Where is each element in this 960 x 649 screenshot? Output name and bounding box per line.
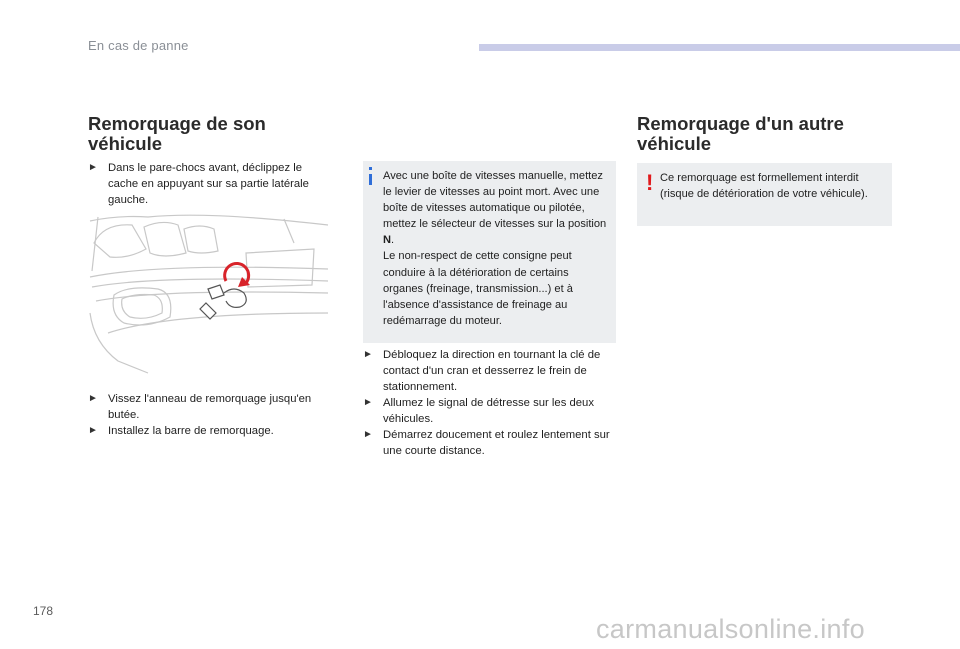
gear-position-label: N [383,234,392,247]
heading-tow-other-vehicle: Remorquage d'un autre véhicule [637,113,844,154]
list-item [363,347,623,395]
bullet-arrow-icon: ► [363,349,373,360]
list-item [363,395,623,427]
heading-tow-own-vehicle: Remorquage de son véhicule [88,113,266,154]
info-icon [369,167,372,170]
steps-list-bottom [88,391,333,439]
warning-text: Ce remorquage est formellement interdit (risque de détérioration de votre véhicule). [660,172,868,200]
info-box [363,161,616,343]
info-text-part: Avec une boîte de vitesses manuelle, mettez le levier de vitesses au point mort. Avec une boîte de vitesses automatique ou pilotée, mettez le sélecteur de vitesses sur la position [383,170,607,231]
section-header-bar [479,44,960,51]
warning-box [637,163,892,226]
step-text: Allumez le signal de détresse sur les deux véhicules. [383,397,594,425]
bullet-arrow-icon: ► [88,162,98,173]
steps-list-middle [363,347,623,459]
info-text [383,168,611,329]
bullet-arrow-icon: ► [88,393,98,404]
list-item [88,160,333,208]
bullet-arrow-icon: ► [88,425,98,436]
bumper-illustration [88,213,330,375]
step-text: Installez la barre de remorquage. [108,425,274,437]
bullet-arrow-icon: ► [363,397,373,408]
list-item [363,427,623,459]
info-text-part: . [391,234,395,247]
info-icon-bar [369,174,372,185]
bullet-arrow-icon: ► [363,429,373,440]
watermark: carmanualsonline.info [596,614,865,644]
list-item [88,423,333,439]
page-number: 178 [33,604,54,618]
steps-list-top [88,160,333,208]
section-title: En cas de panne [88,38,189,53]
step-text: Débloquez la direction en tournant la clé de contact d'un cran et desserrez le frein de stationnement. [383,349,601,393]
step-text: Démarrez doucement et roulez lentement sur une courte distance. [383,429,610,457]
list-item [88,391,333,423]
step-text: Dans le pare-chocs avant, déclippez le cache en appuyant sur sa partie latérale gauche. [108,162,309,206]
info-consequence-text: Le non-respect de cette consigne peut conduire à la détérioration de certains organes (freinage, transmission...) et à l'absence d'assistance de freinage au redémarrage du moteur. [383,250,573,327]
warning-icon: ! [646,170,654,195]
step-text: Vissez l'anneau de remorquage jusqu'en butée. [108,393,312,421]
